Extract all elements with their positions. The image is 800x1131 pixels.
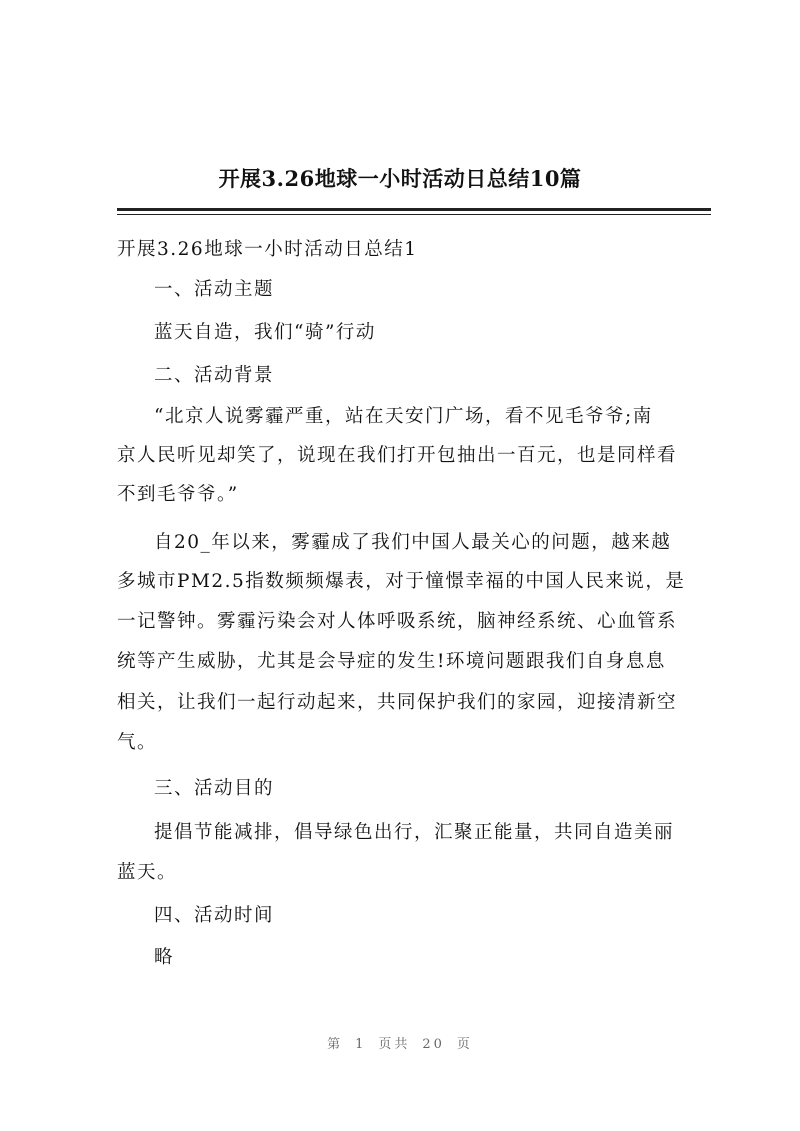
paragraph-line: 蓝天自造，我们“骑”行动: [154, 322, 376, 343]
heading-activity-background: 二、活动背景: [154, 365, 275, 386]
paragraph-line: 自20_年以来，雾霾成了我们中国人最关心的问题，越来越: [154, 532, 672, 553]
paragraph-line: 不到毛爷爷。”: [117, 484, 239, 505]
page-footer: [0, 1033, 800, 1052]
paragraph-line: 提倡节能减排，倡导绿色出行，汇聚正能量，共同自造美丽: [154, 822, 675, 843]
footer-suffix: 页: [456, 1037, 473, 1052]
paragraph-line: 一记警钟。雾霾污染会对人体呼吸系统，脑神经系统、心血管系: [117, 611, 678, 632]
heading-activity-theme: 一、活动主题: [154, 279, 275, 300]
title-divider-thin: [117, 214, 711, 215]
heading-activity-purpose: 三、活动目的: [154, 778, 275, 799]
section-heading: 开展3.26地球一小时活动日总结1: [117, 239, 418, 260]
heading-activity-time: 四、活动时间: [154, 905, 275, 926]
paragraph-line: 京人民听见却笑了，说现在我们打开包抽出一百元，也是同样看: [117, 445, 678, 466]
title-divider-thick: [117, 208, 711, 211]
footer-current-page: 1: [355, 1037, 367, 1052]
footer-mid: 页共: [378, 1037, 411, 1052]
paragraph-line: “北京人说雾霾严重，站在天安门广场，看不见毛爷爷;南: [154, 406, 653, 427]
paragraph-line: 蓝天。: [117, 862, 178, 883]
document-title: 开展3.26地球一小时活动日总结10篇: [218, 166, 582, 191]
paragraph-line: 相关，让我们一起行动起来，共同保护我们的家园，迎接清新空: [117, 692, 678, 713]
paragraph-line: 气。: [117, 732, 158, 753]
paragraph-line: 略: [154, 947, 175, 968]
footer-total-pages: 20: [422, 1037, 445, 1052]
paragraph-line: 多城市PM2.5指数频频爆表，对于憧憬幸福的中国人民来说，是: [117, 571, 686, 592]
paragraph-line: 统等产生威胁，尤其是会导症的发生!环境问题跟我们自身息息: [117, 651, 666, 672]
footer-prefix: 第: [327, 1037, 344, 1052]
